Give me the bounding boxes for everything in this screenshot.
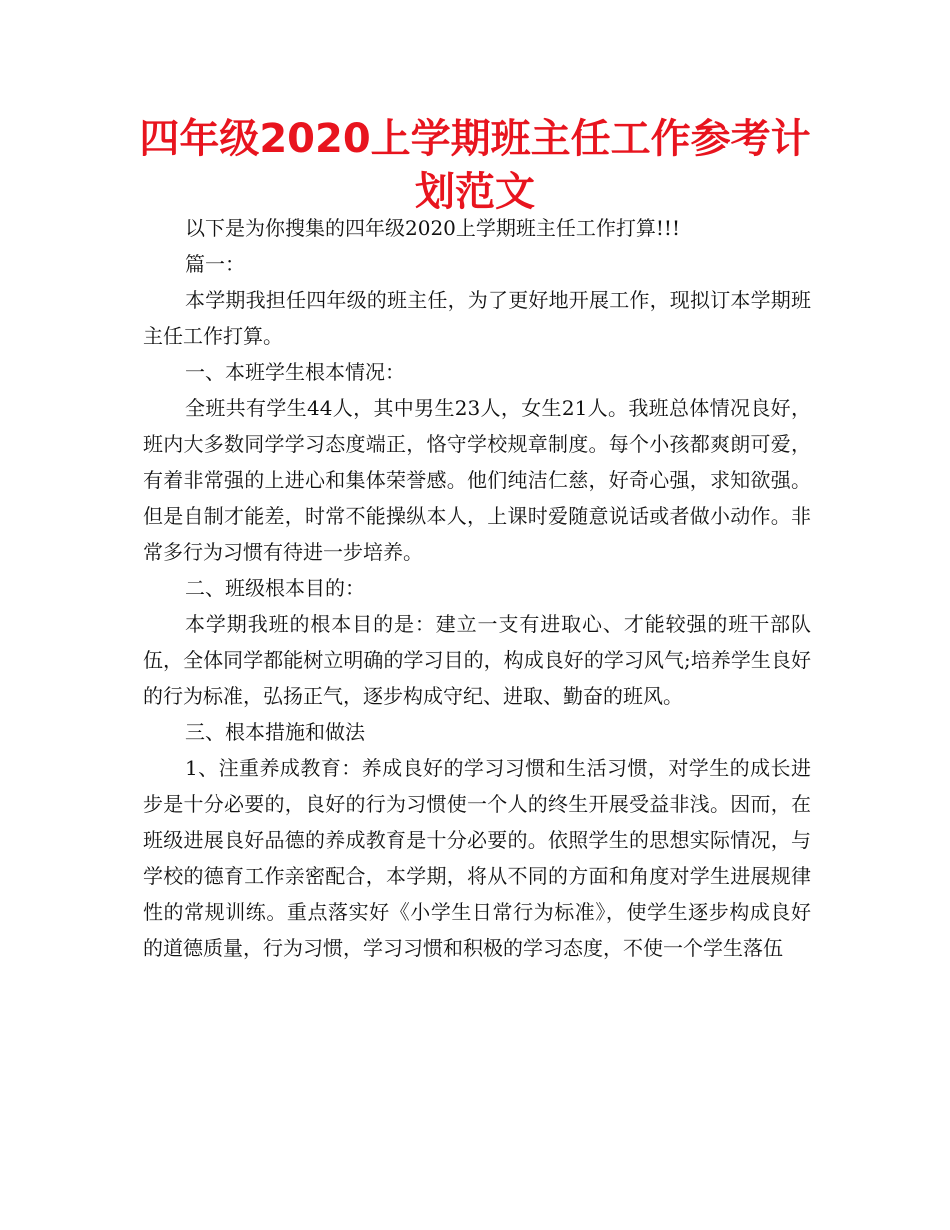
document-body (143, 210, 811, 966)
class-situation-paragraph: 全班共有学生44人，其中男生23人，女生21人。我班总体情况良好，班内大多数同学学习态度端正，恪守学校规章制度。每个小孩都爽朗可爱，有着非常强的上进心和集体荣誉感。他们纯洁仁慈，好奇心强，求知欲强。但是自制才能差，时常不能操纵本人，上课时爱随意说话或者做小动作。非常多行为习惯有待进一步培养。 (143, 396, 811, 564)
opening-paragraph: 本学期我担任四年级的班主任，为了更好地开展工作，现拟订本学期班主任工作打算。 (143, 288, 811, 348)
measures-paragraph: 1、注重养成教育：养成良好的学习习惯和生活习惯，对学生的成长进步是十分必要的，良好的行为习惯使一个人的终生开展受益非浅。因而，在班级进展良好品德的养成教育是十分必要的。依照学生的思想实际情况，与学校的德育工作亲密配合，本学期，将从不同的方面和角度对学生进展规律性的常规训练。重点落实好《小学生日常行为标准》，使学生逐步构成良好的道德质量，行为习惯，学习习惯和积极的学习态度，不使一个学生落伍 (143, 756, 811, 960)
class-goals-paragraph: 本学期我班的根本目的是：建立一支有进取心、才能较强的班干部队伍，全体同学都能树立明确的学习目的，构成良好的学习风气;培养学生良好的行为标准，弘扬正气，逐步构成守纪、进取、勤奋的班风。 (143, 612, 811, 708)
document-title: 四年级2020上学期班主任工作参考计划范文 (139, 116, 811, 215)
section-heading-2: 二、班级根本目的： (185, 576, 365, 600)
intro-paragraph: 以下是为你搜集的四年级2020上学期班主任工作打算!!! (185, 216, 681, 240)
part-heading: 篇一： (185, 252, 245, 276)
section-heading-1: 一、本班学生根本情况： (185, 360, 405, 384)
section-heading-3: 三、根本措施和做法 (185, 720, 365, 744)
